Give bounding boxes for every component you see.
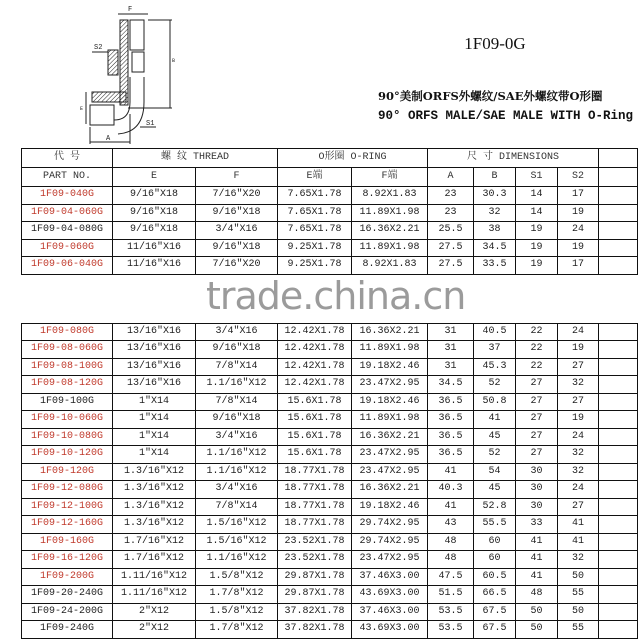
cell-s1: 30 — [516, 463, 558, 481]
cell-s2: 19 — [558, 411, 599, 429]
cell-of: 29.74X2.95 — [352, 533, 428, 551]
cell-oe: 7.65X1.78 — [278, 222, 352, 240]
table-row — [22, 463, 638, 481]
label-b: B — [172, 58, 176, 64]
cell-oe: 12.42X1.78 — [278, 341, 352, 359]
cell-empty — [599, 204, 638, 222]
cell-s2: 50 — [558, 603, 599, 621]
label-s2: S2 — [94, 44, 103, 52]
header-s1: S1 — [516, 168, 558, 187]
cell-s1: 14 — [516, 204, 558, 222]
cell-s2: 19 — [558, 341, 599, 359]
cell-part: 1F09-08-060G — [22, 341, 113, 359]
cell-a: 47.5 — [428, 568, 474, 586]
cell-f: 7/16"X20 — [196, 257, 278, 275]
cell-part: 1F09-04-060G — [22, 204, 113, 222]
cell-b: 54 — [474, 463, 516, 481]
cell-b: 60.5 — [474, 568, 516, 586]
cell-s2: 32 — [558, 463, 599, 481]
cell-part: 1F09-100G — [22, 393, 113, 411]
cell-empty — [599, 187, 638, 205]
cell-oe: 9.25X1.78 — [278, 239, 352, 257]
cell-f: 7/16"X20 — [196, 187, 278, 205]
cell-s1: 30 — [516, 498, 558, 516]
cell-s1: 19 — [516, 239, 558, 257]
cell-part: 1F09-060G — [22, 239, 113, 257]
cell-a: 53.5 — [428, 603, 474, 621]
cell-b: 38 — [474, 222, 516, 240]
cell-empty — [599, 551, 638, 569]
cell-s2: 24 — [558, 428, 599, 446]
header-thread: 螺 纹 THREAD — [113, 149, 278, 168]
watermark: trade.china.cn — [206, 274, 466, 318]
cell-oe: 23.52X1.78 — [278, 551, 352, 569]
cell-e: 1"X14 — [113, 428, 196, 446]
cell-b: 52 — [474, 446, 516, 464]
cell-of: 11.89X1.98 — [352, 239, 428, 257]
cell-s1: 41 — [516, 551, 558, 569]
cell-part: 1F09-04-080G — [22, 222, 113, 240]
cell-f: 1.5/16"X12 — [196, 533, 278, 551]
cell-f: 9/16"X18 — [196, 239, 278, 257]
cell-a: 23 — [428, 204, 474, 222]
cell-s2: 32 — [558, 376, 599, 394]
cell-s2: 41 — [558, 516, 599, 534]
cell-e: 1"X14 — [113, 393, 196, 411]
cell-empty — [599, 603, 638, 621]
table-row — [22, 586, 638, 604]
cell-oe: 15.6X1.78 — [278, 446, 352, 464]
cell-s2: 17 — [558, 187, 599, 205]
cell-part: 1F09-080G — [22, 323, 113, 341]
cell-e: 2"X12 — [113, 621, 196, 639]
cell-b: 32 — [474, 204, 516, 222]
cell-b: 52 — [474, 376, 516, 394]
cell-oe: 12.42X1.78 — [278, 376, 352, 394]
cell-empty — [599, 621, 638, 639]
cell-oe: 37.82X1.78 — [278, 603, 352, 621]
cell-part: 1F09-200G — [22, 568, 113, 586]
cell-oe: 12.42X1.78 — [278, 323, 352, 341]
cell-of: 43.69X3.00 — [352, 621, 428, 639]
header-dimensions: 尺 寸 DIMENSIONS — [428, 149, 599, 168]
cell-a: 41 — [428, 463, 474, 481]
cell-empty — [599, 533, 638, 551]
cell-empty — [599, 446, 638, 464]
cell-e: 1.3/16"X12 — [113, 481, 196, 499]
table-row — [22, 204, 638, 222]
cell-oe: 18.77X1.78 — [278, 498, 352, 516]
cell-f: 1.1/16"X12 — [196, 463, 278, 481]
cell-s2: 19 — [558, 204, 599, 222]
cell-e: 13/16"X16 — [113, 323, 196, 341]
cell-e: 1.11/16"X12 — [113, 586, 196, 604]
cell-f: 7/8"X14 — [196, 358, 278, 376]
cell-oe: 9.25X1.78 — [278, 257, 352, 275]
table-row — [22, 358, 638, 376]
cell-f: 1.7/8"X12 — [196, 586, 278, 604]
header-s2: S2 — [558, 168, 599, 187]
cell-part: 1F09-12-160G — [22, 516, 113, 534]
cell-s2: 24 — [558, 481, 599, 499]
header-oring: O形圈 O-RING — [278, 149, 428, 168]
table-row — [22, 323, 638, 341]
cell-a: 53.5 — [428, 621, 474, 639]
cell-b: 40.5 — [474, 323, 516, 341]
cell-empty — [599, 586, 638, 604]
cell-part: 1F09-06-040G — [22, 257, 113, 275]
cell-oe: 29.87X1.78 — [278, 586, 352, 604]
cell-s1: 48 — [516, 586, 558, 604]
cell-part: 1F09-120G — [22, 463, 113, 481]
cell-of: 37.46X3.00 — [352, 603, 428, 621]
product-subtitle-english: 90° ORFS MALE/SAE MALE WITH O-Ring — [378, 109, 634, 123]
cell-f: 3/4"X16 — [196, 222, 278, 240]
header-empty — [599, 149, 638, 168]
cell-oe: 15.6X1.78 — [278, 411, 352, 429]
cell-of: 37.46X3.00 — [352, 568, 428, 586]
cell-e: 1"X14 — [113, 446, 196, 464]
cell-of: 19.18X2.46 — [352, 358, 428, 376]
cell-b: 52.8 — [474, 498, 516, 516]
cell-s2: 27 — [558, 498, 599, 516]
cell-b: 67.5 — [474, 621, 516, 639]
header-empty — [599, 168, 638, 187]
cell-a: 48 — [428, 533, 474, 551]
cell-of: 23.47X2.95 — [352, 551, 428, 569]
cell-empty — [599, 411, 638, 429]
cell-empty — [599, 568, 638, 586]
cell-a: 23 — [428, 187, 474, 205]
cell-part: 1F09-10-060G — [22, 411, 113, 429]
specification-table-container — [21, 148, 637, 639]
cell-a: 40.3 — [428, 481, 474, 499]
table-row — [22, 411, 638, 429]
table-row — [22, 516, 638, 534]
label-e: E — [80, 106, 84, 112]
cell-f: 3/4"X16 — [196, 323, 278, 341]
cell-oe: 7.65X1.78 — [278, 187, 352, 205]
cell-oe: 12.42X1.78 — [278, 358, 352, 376]
fitting-cross-section-drawing — [78, 2, 178, 147]
table-row — [22, 533, 638, 551]
cell-s1: 27 — [516, 376, 558, 394]
table-row — [22, 257, 638, 275]
cell-s1: 27 — [516, 428, 558, 446]
product-subtitle-chinese: 90°美制ORFS外螺纹/SAE外螺纹带O形圈 — [378, 89, 603, 103]
cell-b: 34.5 — [474, 239, 516, 257]
table-row — [22, 187, 638, 205]
cell-b: 50.8 — [474, 393, 516, 411]
cell-b: 60 — [474, 533, 516, 551]
cell-b: 45.3 — [474, 358, 516, 376]
cell-e: 9/16"X18 — [113, 187, 196, 205]
cell-a: 27.5 — [428, 257, 474, 275]
cell-part: 1F09-12-080G — [22, 481, 113, 499]
cell-of: 43.69X3.00 — [352, 586, 428, 604]
table-row — [22, 428, 638, 446]
cell-s1: 41 — [516, 568, 558, 586]
cell-b: 37 — [474, 341, 516, 359]
cell-empty — [599, 222, 638, 240]
cell-part: 1F09-040G — [22, 187, 113, 205]
cell-of: 23.47X2.95 — [352, 376, 428, 394]
cell-s2: 19 — [558, 239, 599, 257]
cell-part: 1F09-08-100G — [22, 358, 113, 376]
cell-s2: 55 — [558, 586, 599, 604]
cell-f: 1.1/16"X12 — [196, 446, 278, 464]
cell-e: 1.7/16"X12 — [113, 551, 196, 569]
cell-of: 11.89X1.98 — [352, 204, 428, 222]
cell-e: 1.7/16"X12 — [113, 533, 196, 551]
table-row — [22, 446, 638, 464]
cell-part: 1F09-12-100G — [22, 498, 113, 516]
cell-empty — [599, 239, 638, 257]
cell-a: 31 — [428, 341, 474, 359]
cell-f: 1.1/16"X12 — [196, 551, 278, 569]
cell-of: 16.36X2.21 — [352, 222, 428, 240]
cell-s1: 14 — [516, 187, 558, 205]
cell-e: 13/16"X16 — [113, 358, 196, 376]
cell-s1: 41 — [516, 533, 558, 551]
table-row — [22, 376, 638, 394]
cell-f: 7/8"X14 — [196, 498, 278, 516]
cell-e: 1.11/16"X12 — [113, 568, 196, 586]
cell-a: 48 — [428, 551, 474, 569]
label-f: F — [128, 6, 133, 14]
cell-part: 1F09-10-120G — [22, 446, 113, 464]
label-a: A — [106, 135, 111, 143]
cell-s1: 33 — [516, 516, 558, 534]
cell-e: 1.3/16"X12 — [113, 516, 196, 534]
cell-of: 11.89X1.98 — [352, 341, 428, 359]
cell-a: 41 — [428, 498, 474, 516]
cell-s2: 24 — [558, 323, 599, 341]
cell-a: 27.5 — [428, 239, 474, 257]
header-f: F — [196, 168, 278, 187]
cell-f: 3/4"X16 — [196, 428, 278, 446]
cell-s1: 50 — [516, 621, 558, 639]
cell-e: 9/16"X18 — [113, 204, 196, 222]
cell-b: 60 — [474, 551, 516, 569]
cell-e: 2"X12 — [113, 603, 196, 621]
cell-s1: 22 — [516, 323, 558, 341]
cell-s2: 41 — [558, 533, 599, 551]
cell-b: 33.5 — [474, 257, 516, 275]
cell-a: 36.5 — [428, 446, 474, 464]
cell-empty — [599, 376, 638, 394]
cell-e: 1.3/16"X12 — [113, 498, 196, 516]
cell-f: 3/4"X16 — [196, 481, 278, 499]
cell-f: 9/16"X18 — [196, 411, 278, 429]
cell-empty — [599, 428, 638, 446]
cell-s2: 17 — [558, 257, 599, 275]
cell-s2: 24 — [558, 222, 599, 240]
cell-of: 19.18X2.46 — [352, 498, 428, 516]
cell-of: 16.36X2.21 — [352, 481, 428, 499]
header-b: B — [474, 168, 516, 187]
label-s1: S1 — [146, 120, 155, 128]
cell-empty — [599, 323, 638, 341]
cell-a: 25.5 — [428, 222, 474, 240]
cell-f: 7/8"X14 — [196, 393, 278, 411]
cell-f: 9/16"X18 — [196, 204, 278, 222]
cell-empty — [599, 498, 638, 516]
cell-a: 36.5 — [428, 411, 474, 429]
product-title: 1F09-0G — [464, 34, 526, 53]
cell-f: 1.5/8"X12 — [196, 568, 278, 586]
table-row — [22, 621, 638, 639]
cell-b: 41 — [474, 411, 516, 429]
cell-e: 13/16"X16 — [113, 341, 196, 359]
cell-of: 8.92X1.83 — [352, 187, 428, 205]
cell-oe: 15.6X1.78 — [278, 393, 352, 411]
cell-s1: 50 — [516, 603, 558, 621]
cell-part: 1F09-08-120G — [22, 376, 113, 394]
cell-empty — [599, 481, 638, 499]
cell-part: 1F09-10-080G — [22, 428, 113, 446]
cell-s2: 27 — [558, 358, 599, 376]
cell-of: 16.36X2.21 — [352, 323, 428, 341]
table-row — [22, 498, 638, 516]
header-row-2 — [22, 168, 638, 187]
cell-of: 16.36X2.21 — [352, 428, 428, 446]
table-row — [22, 239, 638, 257]
cell-s2: 32 — [558, 446, 599, 464]
cell-part: 1F09-240G — [22, 621, 113, 639]
cell-e: 9/16"X18 — [113, 222, 196, 240]
cell-of: 8.92X1.83 — [352, 257, 428, 275]
cell-oe: 18.77X1.78 — [278, 463, 352, 481]
cell-f: 1.7/8"X12 — [196, 621, 278, 639]
cell-oe: 18.77X1.78 — [278, 481, 352, 499]
header-a: A — [428, 168, 474, 187]
cell-oe: 7.65X1.78 — [278, 204, 352, 222]
cell-e: 13/16"X16 — [113, 376, 196, 394]
cell-f: 9/16"X18 — [196, 341, 278, 359]
cell-oe: 15.6X1.78 — [278, 428, 352, 446]
cell-part: 1F09-20-240G — [22, 586, 113, 604]
cell-s1: 22 — [516, 341, 558, 359]
specification-table — [21, 148, 638, 639]
cell-s1: 27 — [516, 393, 558, 411]
table-row — [22, 551, 638, 569]
cell-b: 66.5 — [474, 586, 516, 604]
cell-of: 23.47X2.95 — [352, 446, 428, 464]
table-row — [22, 393, 638, 411]
cell-of: 29.74X2.95 — [352, 516, 428, 534]
cell-oe: 18.77X1.78 — [278, 516, 352, 534]
cell-empty — [599, 393, 638, 411]
cell-f: 1.5/8"X12 — [196, 603, 278, 621]
cell-a: 31 — [428, 358, 474, 376]
cell-empty — [599, 358, 638, 376]
cell-a: 34.5 — [428, 376, 474, 394]
cell-of: 11.89X1.98 — [352, 411, 428, 429]
cell-of: 19.18X2.46 — [352, 393, 428, 411]
cell-s1: 22 — [516, 358, 558, 376]
cell-s1: 30 — [516, 481, 558, 499]
table-row — [22, 568, 638, 586]
header-part-cn: 代 号 — [22, 149, 113, 168]
cell-a: 36.5 — [428, 428, 474, 446]
cell-b: 45 — [474, 481, 516, 499]
cell-b: 30.3 — [474, 187, 516, 205]
cell-empty — [599, 463, 638, 481]
cell-a: 31 — [428, 323, 474, 341]
table-row — [22, 481, 638, 499]
cell-part: 1F09-16-120G — [22, 551, 113, 569]
table-row — [22, 341, 638, 359]
cell-s1: 19 — [516, 257, 558, 275]
cell-a: 43 — [428, 516, 474, 534]
header-part-no: PART NO. — [22, 168, 113, 187]
cell-part: 1F09-160G — [22, 533, 113, 551]
cell-of: 23.47X2.95 — [352, 463, 428, 481]
header-row-1 — [22, 149, 638, 168]
cell-s2: 27 — [558, 393, 599, 411]
cell-s2: 32 — [558, 551, 599, 569]
cell-e: 1"X14 — [113, 411, 196, 429]
cell-empty — [599, 516, 638, 534]
header-f-end: F端 — [352, 168, 428, 187]
cell-b: 45 — [474, 428, 516, 446]
cell-part: 1F09-24-200G — [22, 603, 113, 621]
cell-s1: 27 — [516, 411, 558, 429]
cell-oe: 23.52X1.78 — [278, 533, 352, 551]
cell-s2: 50 — [558, 568, 599, 586]
cell-f: 1.5/16"X12 — [196, 516, 278, 534]
header-e-end: E端 — [278, 168, 352, 187]
cell-s1: 19 — [516, 222, 558, 240]
cell-e: 1.3/16"X12 — [113, 463, 196, 481]
cell-s2: 55 — [558, 621, 599, 639]
cell-empty — [599, 341, 638, 359]
cell-f: 1.1/16"X12 — [196, 376, 278, 394]
cell-empty — [599, 257, 638, 275]
cell-b: 55.5 — [474, 516, 516, 534]
cell-e: 11/16"X16 — [113, 257, 196, 275]
cell-oe: 37.82X1.78 — [278, 621, 352, 639]
cell-e: 11/16"X16 — [113, 239, 196, 257]
cell-a: 36.5 — [428, 393, 474, 411]
table-row — [22, 603, 638, 621]
header-e: E — [113, 168, 196, 187]
cell-s1: 27 — [516, 446, 558, 464]
table-row — [22, 222, 638, 240]
cell-b: 67.5 — [474, 603, 516, 621]
cell-oe: 29.87X1.78 — [278, 568, 352, 586]
cell-a: 51.5 — [428, 586, 474, 604]
